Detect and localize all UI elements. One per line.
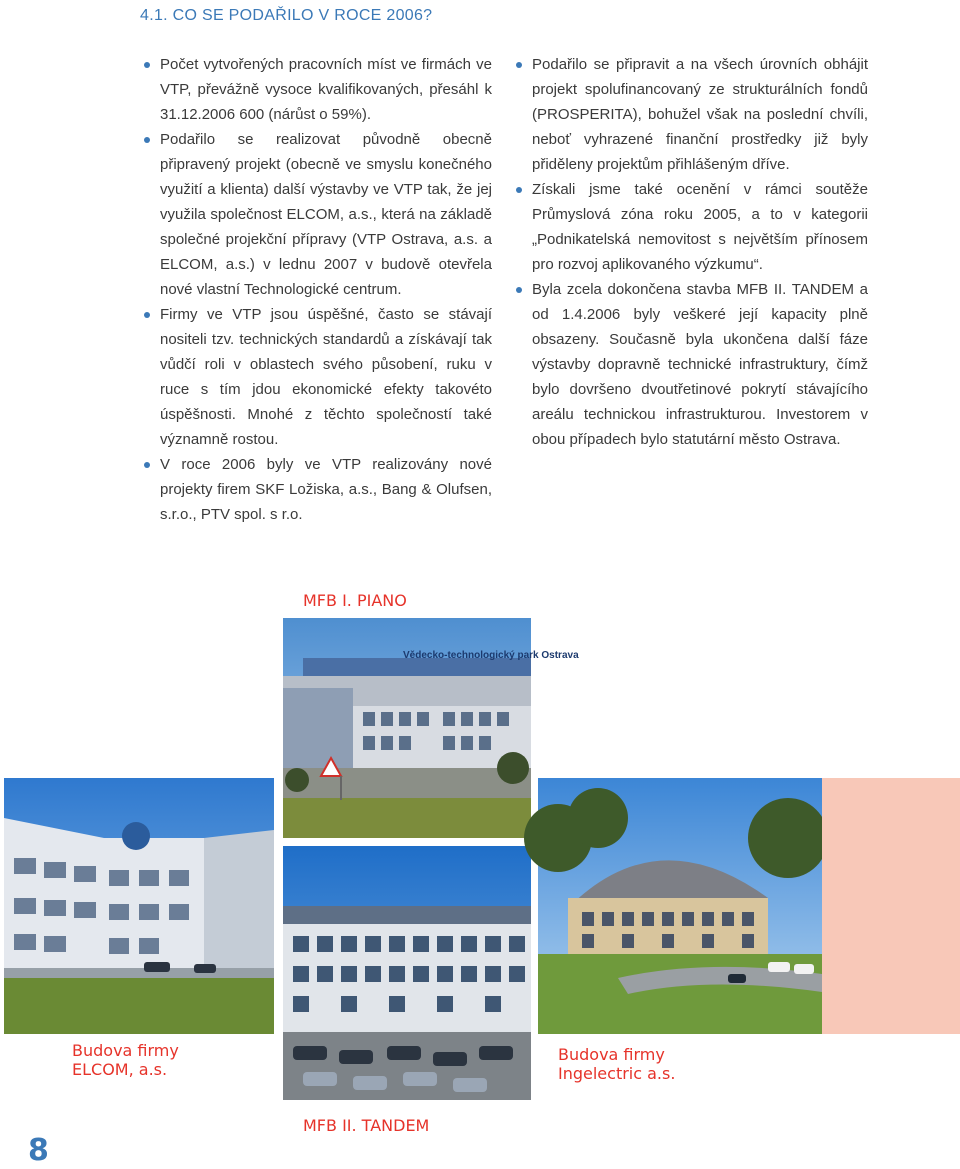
decorative-pink-block — [822, 778, 960, 1034]
bullet-icon — [144, 462, 150, 468]
right-column — [516, 52, 868, 452]
section-heading: 4.1. CO SE PODAŘILO V ROCE 2006? — [140, 7, 433, 24]
photo-elcom-building — [4, 778, 274, 1034]
left-column — [144, 52, 492, 527]
bullet-icon — [144, 137, 150, 143]
bullet-icon — [516, 187, 522, 193]
photo-mfb-piano — [283, 618, 579, 838]
photo-mfb-tandem — [283, 846, 531, 1100]
page-number: 8 — [28, 1133, 49, 1168]
photo-ingelectric-building — [538, 778, 822, 1034]
caption-ingelectric: Budova firmy Ingelectric a.s. — [558, 1045, 676, 1083]
list-item: Podařilo se připravit a na všech úrovních obhájit projekt spolufinancovaný ze strukturálních fondů (PROSPERITA), bohužel však na poslední chvíli, neboť vyhrazené finanční prostředky již byly přiděleny projektům přihlášeným dříve. — [516, 52, 868, 177]
list-item: Podařilo se realizovat původně obecně připravený projekt (obecně ve smyslu konečného využití a klienta) další výstavby ve VTP tak, že jej využila společnost ELCOM, a.s., která na základě společné projekční přípravy (VTP Ostrava, a.s. a ELCOM, a.s.) v lednu 2007 v budově otevřela nové vlastní Technologické centrum. — [144, 127, 492, 302]
bullet-icon — [516, 287, 522, 293]
bullet-icon — [144, 62, 150, 68]
list-item: Získali jsme také ocenění v rámci soutěže Průmyslová zóna roku 2005, a to v kategorii „Podnikatelská nemovitost s největším přínosem pro rozvoj aplikovaného výzkumu“. — [516, 177, 868, 277]
caption-tandem: MFB II. TANDEM — [303, 1116, 430, 1135]
photo-sign-text: Vědecko-technologický park Ostrava — [403, 650, 579, 661]
caption-piano: MFB I. PIANO — [303, 591, 407, 610]
caption-elcom: Budova firmy ELCOM, a.s. — [72, 1041, 179, 1079]
list-item: Byla zcela dokončena stavba MFB II. TANDEM a od 1.4.2006 byly veškeré její kapacity plně obsazeny. Současně byla ukončena další fáze výstavby dopravně technické infrastruktury, čímž bylo dovršeno dvoutřetinové pokrytí stávajícího areálu technickou infrastrukturou. Investorem v obou případech bylo statutární město Ostrava. — [516, 277, 868, 452]
bullet-icon — [516, 62, 522, 68]
list-item: Firmy ve VTP jsou úspěšné, často se stávají nositeli tzv. technických standardů a získávají tak vůdčí roli v oblastech svého působení, ruku v ruce s tím jdou ekonomické efekty takovéto úspěšnosti. Mnohé z těchto společností také významně rostou. — [144, 302, 492, 452]
list-item: Počet vytvořených pracovních míst ve firmách ve VTP, převážně vysoce kvalifikovaných, přesáhl k 31.12.2006 600 (nárůst o 59%). — [144, 52, 492, 127]
bullet-icon — [144, 312, 150, 318]
list-item: V roce 2006 byly ve VTP realizovány nové projekty firem SKF Ložiska, a.s., Bang & Olufsen, s.r.o., PTV spol. s r.o. — [144, 452, 492, 527]
